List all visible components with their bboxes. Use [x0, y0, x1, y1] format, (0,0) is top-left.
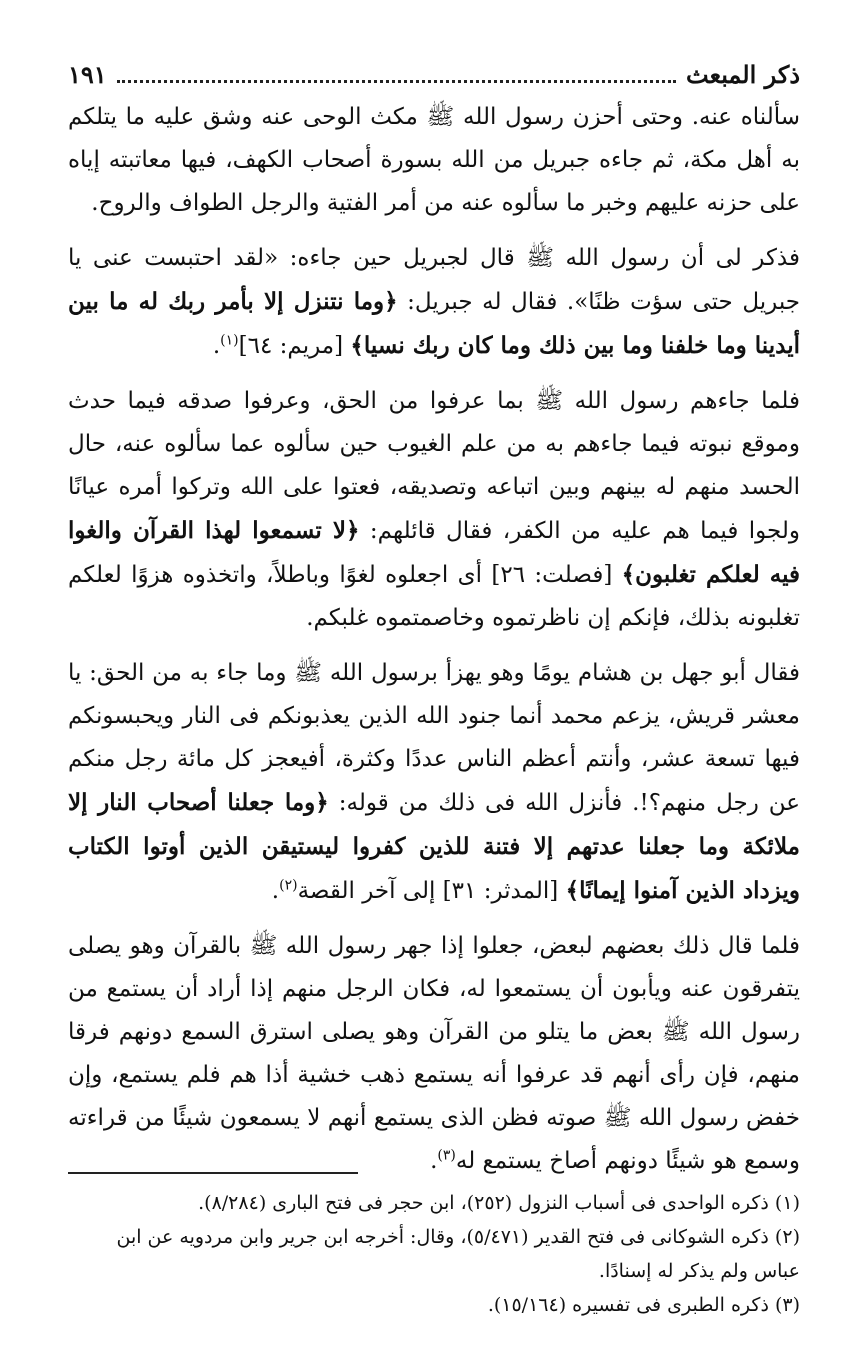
paragraph-text: فذكر لى أن رسول الله ﷺ قال لجبريل حين جاءه: «لقد احتبست عنى يا جبريل حتى سؤت ظنًا». فقال له جبريل:: [68, 245, 800, 315]
paragraph-1: [68, 96, 800, 225]
quran-verse: ﴿لا تسمعوا لهذا القرآن والغوا فيه لعلكم تغلبون﴾: [68, 517, 801, 588]
quran-verse: ﴿وما نتنزل إلا بأمر ربك له ما بين أيدينا وما خلفنا وما بين ذلك وما كان ربك نسيا﴾: [68, 288, 800, 359]
footnote-2-continued: عباس ولم يذكر له إسنادًا.: [598, 1260, 800, 1282]
paragraph-4: [68, 652, 800, 913]
header-dot-leader: [117, 66, 676, 83]
footnote-3: (٣) ذكره الطبرى فى تفسيره (١٥/١٦٤).: [487, 1294, 800, 1316]
quran-verse: ﴿وما جعلنا أصحاب النار إلا ملائكة وما جعلنا عدتهم إلا فتنة للذين كفروا ليستيقن الذين أوتوا الكتاب ويزداد الذين آمنوا إيمانًا﴾: [68, 789, 800, 904]
page-number: ١٩١: [68, 59, 107, 89]
chapter-title: ذكر المبعث: [686, 59, 800, 89]
verse-reference: [مريم: ٦٤]: [238, 333, 351, 359]
paragraph-text: فلما قال ذلك بعضهم لبعض، جعلوا إذا جهر رسول الله ﷺ بالقرآن وهو يصلى يتفرقون عنه ويأبون أن يستمعوا له، فكان الرجل منهم إذا أراد أن يستمع من رسول الله ﷺ بعض ما يتلو من القرآن وهو يصلى استرق السمع دونهم فرقا منهم، فإن رأى أنهم قد عرفوا أنه يستمع ذهب خشية أذا هم فلم يستمع، وإن خفض رسول الله ﷺ صوته فظن الذى يستمع أنهم لا يسمعون شيئًا من قراءته وسمع هو شيئًا دونهم أصاخ يستمع له: [68, 933, 800, 1174]
paragraph-end: .: [271, 878, 280, 904]
footnote-divider: [68, 1172, 358, 1174]
page-header: [68, 56, 800, 92]
paragraph-end: .: [212, 333, 221, 359]
paragraph-text: [فصلت: ٢٦] أى اجعلوه لغوًا وباطلاً، واتخذوه هزوًا لعلكم تغلبونه بذلك، فإنكم إن ناظرتموه وخاصمتموه غلبكم.: [68, 562, 800, 631]
footnotes: [68, 1186, 800, 1322]
verse-reference: [المدثر: ٣١] إلى آخر القصة: [297, 878, 566, 904]
paragraph-text: فقال أبو جهل بن هشام يومًا وهو يهزأ برسول الله ﷺ وما جاء به من الحق: يا معشر قريش، يزعم محمد أنما جنود الله الذين يعذبونكم فى النار ويحبسونكم فيها تسعة عشر، وأنتم أعظم الناس عددًا وكثرة، أفيعجز كل مائة رجل منكم عن رجل منهم؟!. فأنزل الله فى ذلك من قوله:: [68, 660, 800, 816]
paragraph-text: فلما جاءهم رسول الله ﷺ بما عرفوا من الحق، وعرفوا صدقه فيما حدث وموقع نبوته فيما جاءهم به من علم الغيوب حين سألوه عما سألوه عنه، حال الحسد منهم له بينهم وبين اتباعه وتصديقه، فعتوا على الله وتركوا أمره عيانًا ولجوا فيما هم عليه من الكفر، فقال قائلهم:: [68, 388, 800, 544]
paragraph-3: [68, 380, 800, 640]
footnote-marker[interactable]: (٢): [279, 877, 298, 894]
paragraph-end: .: [430, 1148, 438, 1174]
footnote-marker[interactable]: (١): [220, 332, 239, 349]
footnote-2: (٢) ذكره الشوكانى فى فتح القدير (٥/٤٧١)، وقال: أخرجه ابن جرير وابن مردويه عن ابن: [116, 1226, 800, 1248]
main-text: [68, 96, 800, 1183]
footnote-1: (١) ذكره الواحدى فى أسباب النزول (٢٥٢)، ابن حجر فى فتح البارى (٨/٢٨٤).: [198, 1192, 800, 1214]
footnote-marker[interactable]: (٣): [437, 1147, 456, 1164]
paragraph-5: [68, 925, 800, 1183]
paragraph-2: [68, 237, 800, 368]
paragraph-text: سألناه عنه. وحتى أحزن رسول الله ﷺ مكث الوحى عنه وشق عليه ما يتلكم به أهل مكة، ثم جاءه جبريل من الله بسورة أصحاب الكهف، فيها معاتبته إياه على حزنه عليهم وخبر ما سألوه عنه من أمر الفتية والرجل الطواف والروح.: [68, 104, 800, 216]
